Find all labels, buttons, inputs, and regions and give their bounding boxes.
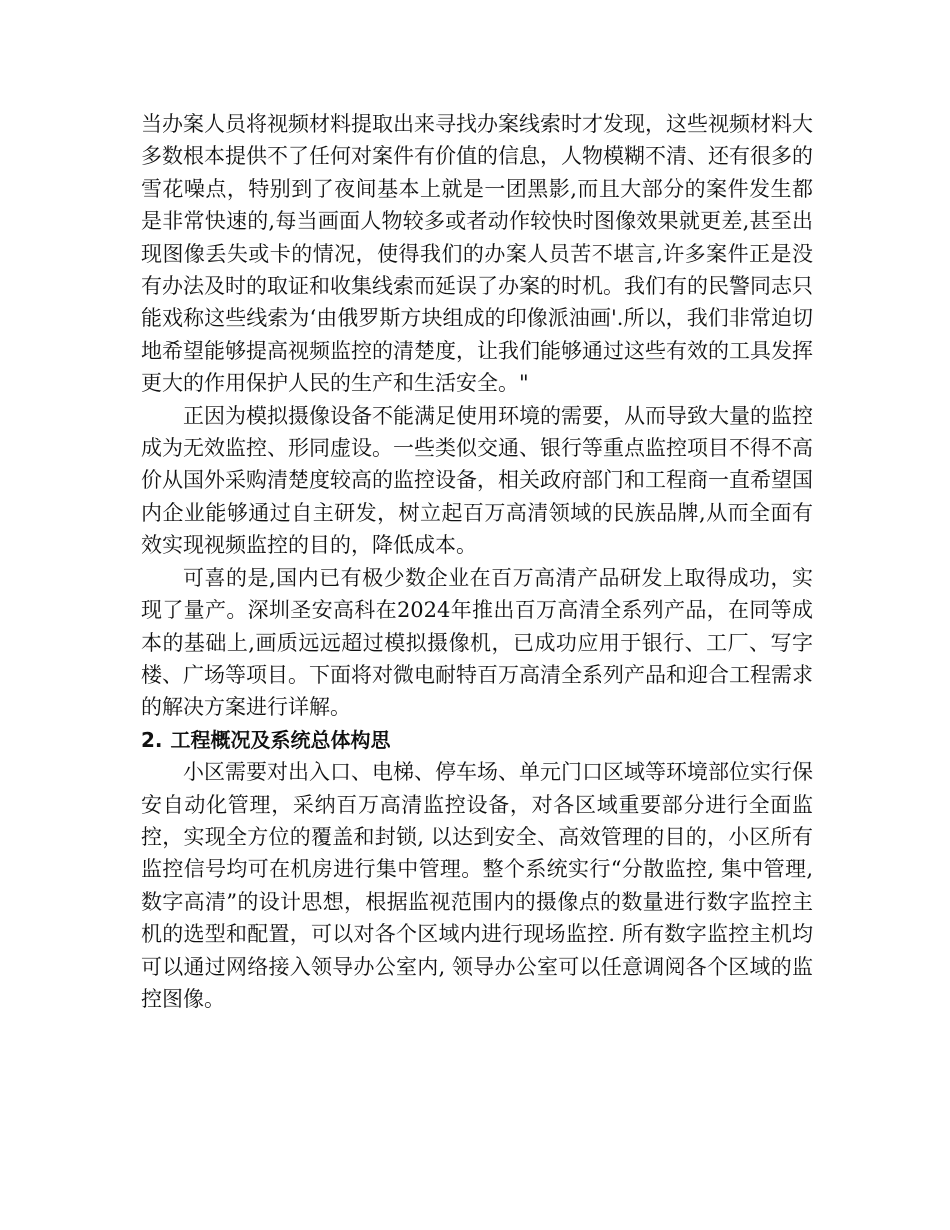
body-paragraph-3: 可喜的是,国内已有极少数企业在百万高清产品研发上取得成功，实现了量产。深圳圣安高科在2024年推出百万高清全系列产品，在同等成本的基础上,画质远远超过模拟摄像机，已成功应用于银行、工厂、写字楼、广场等项目。下面将对微电耐特百万高清全系列产品和迎合工程需求的解决方案进行详解。 (141, 565, 813, 720)
section-paragraph: 小区需要对出入口、电梯、停车场、单元门口区域等环境部位实行保安自动化管理，采纳百万高清监控设备，对各区域重要部分进行全面监控，实现全方位的覆盖和封锁, 以达到安全、高效管理的目的，小区所有监控信号均可在机房进行集中管理。整个系统实行“分散监控, 集中管理, 数字高清”的设计思想，根据监视范围内的摄像点的数量进行数字监控主机的选型和配置，可以对各个区域内进行现场监控. 所有数字监控主机均可以通过网络接入领导办公室内, 领导办公室可以任意调阅各个区域的监控图像。 (141, 760, 813, 1011)
section-heading (141, 724, 813, 756)
section-number: 2. (141, 727, 163, 752)
section-title: 工程概况及系统总体构思 (170, 727, 391, 752)
body-paragraph-1: 当办案人员将视频材料提取出来寻找办案线索时才发现，这些视频材料大多数根本提供不了任何对案件有价值的信息，人物模糊不清、还有很多的雪花噪点，特别到了夜间基本上就是一团黑影,而且大部分的案件发生都是非常快速的,每当画面人物较多或者动作较快时图像效果就更差,甚至出现图像丢失或卡的情况，使得我们的办案人员苦不堪言,许多案件正是没有办法及时的取证和收集线索而延误了办案的时机。我们有的民警同志只能戏称这些线索为‘由俄罗斯方块组成的印像派油画'.所以，我们非常迫切地希望能够提高视频监控的清楚度，让我们能够通过这些有效的工具发挥更大的作用保护人民的生产和生活安全。" (141, 112, 813, 396)
document-body (141, 108, 813, 1015)
body-paragraph-2: 正因为模拟摄像设备不能满足使用环境的需要，从而导致大量的监控成为无效监控、形同虚设。一些类似交通、银行等重点监控项目不得不高价从国外采购清楚度较高的监控设备，相关政府部门和工程商一直希望国内企业能够通过自主研发，树立起百万高清领域的民族品牌,从而全面有效实现视频监控的目的，降低成本。 (141, 403, 813, 558)
